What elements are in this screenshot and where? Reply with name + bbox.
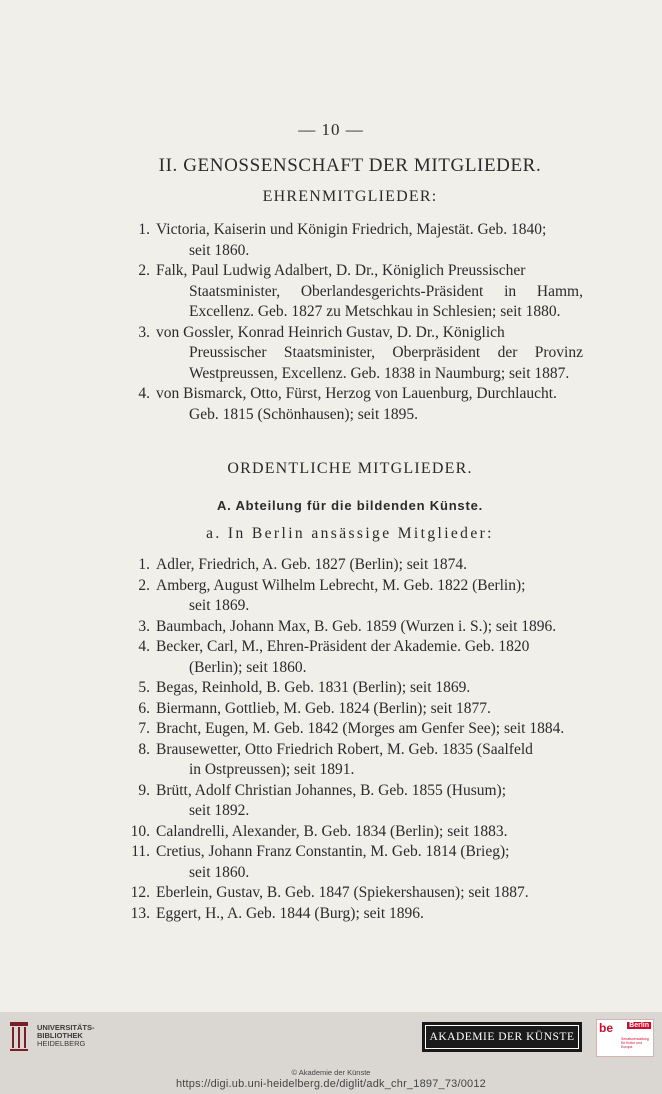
list-item: 2. Falk, Paul Ludwig Adalbert, D. Dr., Königlich Preussischer Staatsminister, Oberlandesgerichts-Präsident in Hamm, Excellenz. Geb. 1827 zu Metschkau in Schlesien; seit 1880. xyxy=(138,262,583,320)
berlin-members-heading: a. In Berlin ansässige Mitglieder: xyxy=(206,525,494,542)
library-logo-icon[interactable] xyxy=(8,1018,30,1052)
list-item: 5. Begas, Reinhold, B. Geb. 1831 (Berlin); seit 1869. xyxy=(138,679,471,696)
page-number: — 10 — xyxy=(298,120,364,139)
list-item: 9. Brütt, Adolf Christian Johannes, B. Geb. 1855 (Husum); seit 1892. xyxy=(138,781,507,819)
list-item: 1. Victoria, Kaiserin und Königin Friedrich, Majestät. Geb. 1840; seit 1860. xyxy=(138,221,547,259)
list-item: 3. Baumbach, Johann Max, B. Geb. 1859 (Wurzen i. S.); seit 1896. xyxy=(138,617,557,635)
honorary-members-list xyxy=(118,220,583,425)
permalink-url[interactable]: https://digi.ub.uni-heidelberg.de/diglit/adk_chr_1897_73/0012 xyxy=(175,1078,487,1090)
berlin-senate-logo[interactable]: be Berlin Senatsverwaltung für Kultur und Europa xyxy=(596,1019,654,1057)
list-item: 7. Bracht, Eugen, M. Geb. 1842 (Morges am Genfer See); seit 1884. xyxy=(138,720,565,737)
list-item: 1. Adler, Friedrich, A. Geb. 1827 (Berlin); seit 1874. xyxy=(138,556,468,573)
list-item: 10. Calandrelli, Alexander, B. Geb. 1834 (Berlin); seit 1883. xyxy=(130,822,508,840)
list-item: 12. Eberlein, Gustav, B. Geb. 1847 (Spiekershausen); seit 1887. xyxy=(130,884,529,901)
list-item: 11. Cretius, Johann Franz Constantin, M. Geb. 1814 (Brieg); seit 1860. xyxy=(131,843,510,881)
copyright-notice: © Akademie der Künste xyxy=(291,1068,371,1077)
list-item: 4. Becker, Carl, M., Ehren-Präsident der Akademie. Geb. 1820 (Berlin); seit 1860. xyxy=(138,638,530,676)
regular-members-heading: ORDENTLICHE MITGLIEDER. xyxy=(227,460,473,477)
list-item: 2. Amberg, August Wilhelm Lebrecht, M. Geb. 1822 (Berlin); seit 1869. xyxy=(138,576,526,614)
akademie-logo[interactable]: AKADEMIE DER KÜNSTE xyxy=(422,1022,582,1052)
list-item: 8. Brausewetter, Otto Friedrich Robert, M. Geb. 1835 (Saalfeld in Ostpreussen); seit 1891. xyxy=(138,740,533,778)
library-logo-text[interactable]: UNIVERSITÄTS- BIBLIOTHEK HEIDELBERG xyxy=(37,1023,95,1048)
list-item: 3. von Gossler, Konrad Heinrich Gustav, D. Dr., Königlich Preussischer Staatsminister, Oberpräsident der Provinz Westpreussen, Excellenz. Geb. 1838 in Naumburg; seit 1887. xyxy=(138,323,583,382)
honorary-members-heading: EHRENMITGLIEDER: xyxy=(262,188,438,205)
list-item: 13. Eggert, H., A. Geb. 1844 (Burg); seit 1896. xyxy=(130,904,424,922)
list-item: 6. Biermann, Gottlieb, M. Geb. 1824 (Berlin); seit 1877. xyxy=(138,699,491,717)
list-item: 4. von Bismarck, Otto, Fürst, Herzog von Lauenburg, Durchlaucht. Geb. 1815 (Schönhausen); seit 1895. xyxy=(138,385,557,423)
section-title: II. GENOSSENSCHAFT DER MITGLIEDER. xyxy=(158,155,542,176)
regular-members-list xyxy=(118,555,583,924)
department-heading: A. Abteilung für die bildenden Künste. xyxy=(216,498,484,513)
